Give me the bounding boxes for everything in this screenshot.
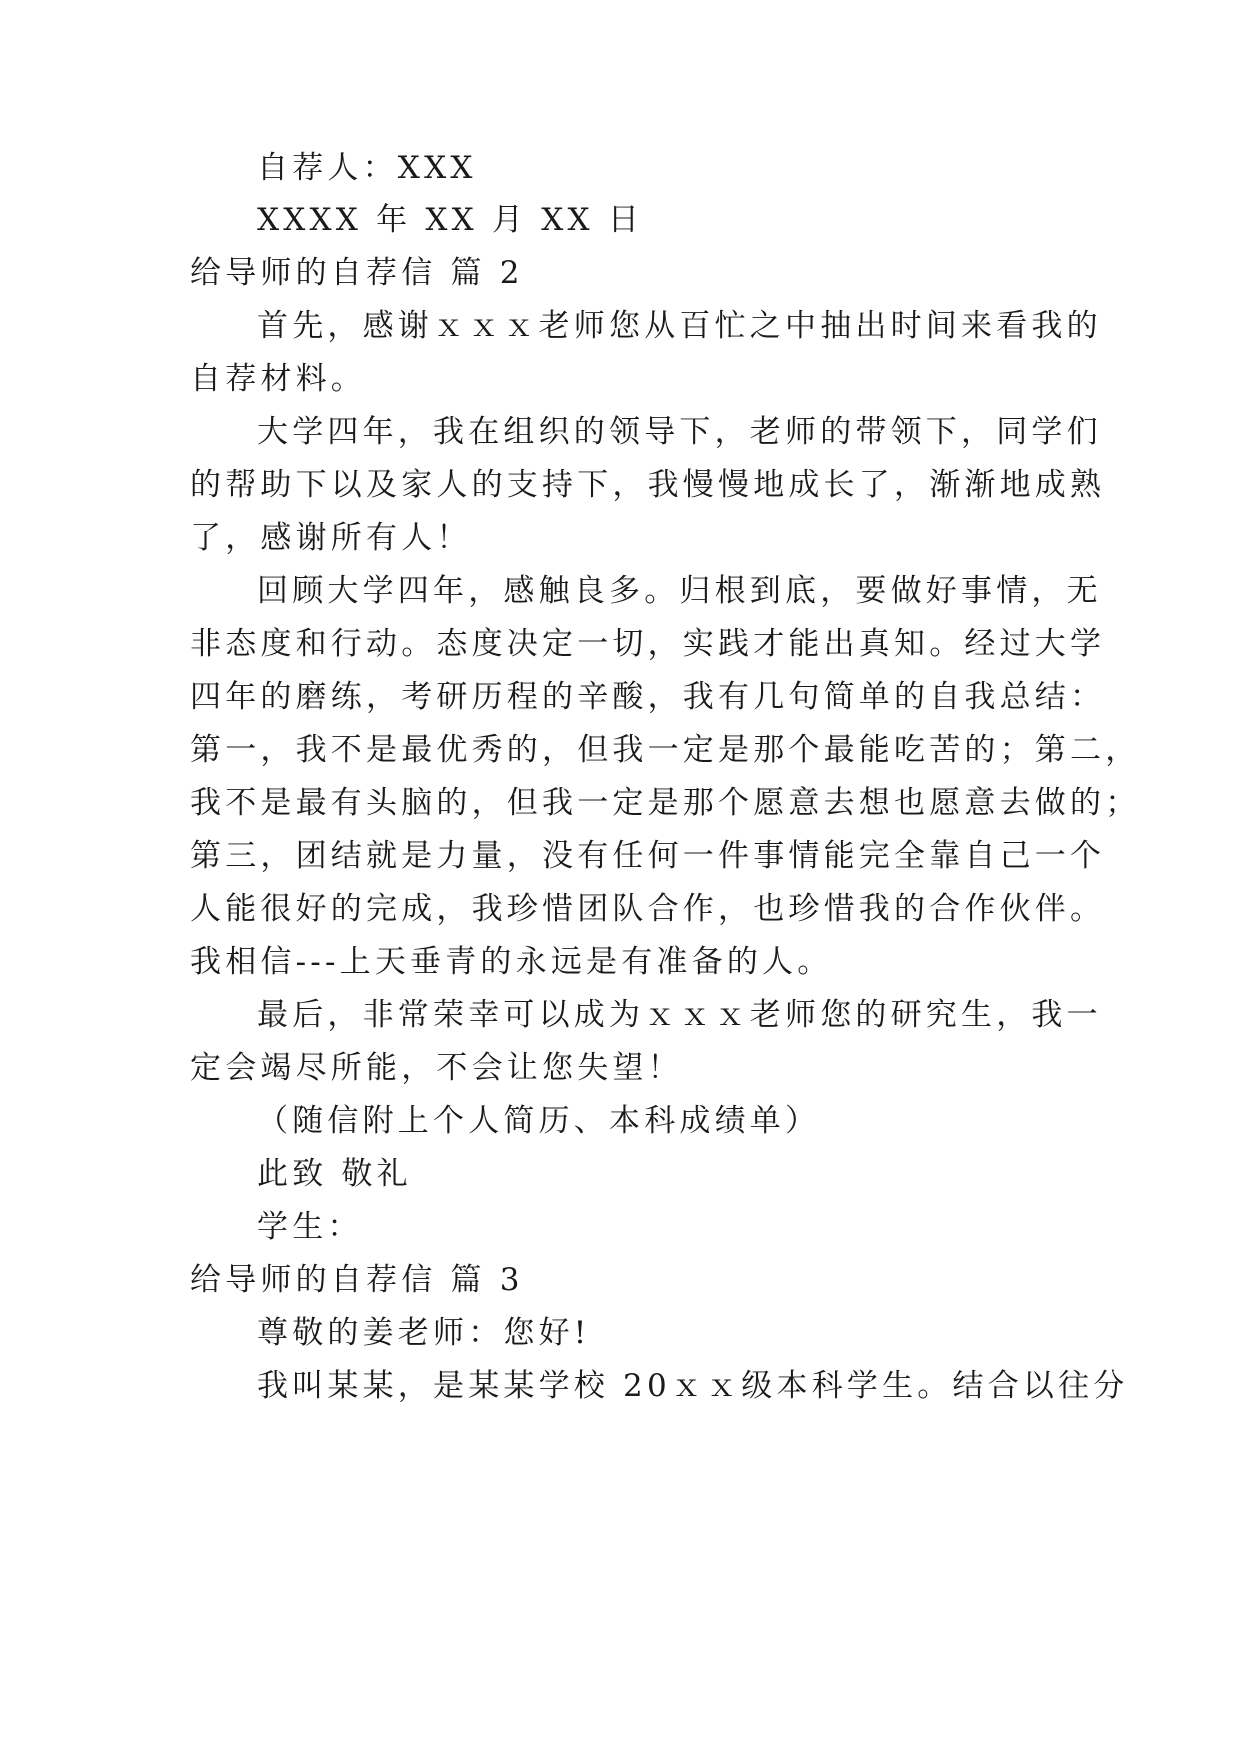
- date-line: XXXX 年 XX 月 XX 日: [257, 202, 644, 238]
- salutation-line: 尊敬的姜老师：您好!: [257, 1315, 591, 1351]
- paragraph-line: 自荐材料。: [190, 361, 366, 397]
- paragraph-line: 我相信---上天垂青的永远是有准备的人。: [190, 944, 833, 980]
- paragraph-line: 回顾大学四年，感触良多。归根到底，要做好事情，无: [257, 573, 1102, 609]
- paragraph-line: 大学四年，我在组织的领导下，老师的带领下，同学们: [257, 414, 1102, 450]
- paragraph-line: 的帮助下以及家人的支持下，我慢慢地成长了，渐渐地成熟: [190, 467, 1106, 503]
- paragraph-line: 最后，非常荣幸可以成为ｘｘｘ老师您的研究生，我一: [257, 997, 1102, 1033]
- paragraph-line: 我叫某某，是某某学校 20ｘｘ级本科学生。结合以往分: [257, 1368, 1129, 1404]
- section-heading: 给导师的自荐信 篇 3: [190, 1262, 524, 1298]
- signature-line: 自荐人：XXX: [257, 150, 477, 186]
- section-heading: 给导师的自荐信 篇 2: [190, 255, 524, 291]
- paragraph-line: 第三，团结就是力量，没有任何一件事情能完全靠自己一个: [190, 838, 1106, 874]
- paragraph-line: 人能很好的完成，我珍惜团队合作，也珍惜我的合作伙伴。: [190, 891, 1106, 927]
- paragraph-line: 非态度和行动。态度决定一切，实践才能出真知。经过大学: [190, 626, 1106, 662]
- attachment-note: （随信附上个人简历、本科成绩单）: [257, 1103, 821, 1139]
- paragraph-line: 我不是最有头脑的，但我一定是那个愿意去想也愿意去做的；: [190, 785, 1141, 821]
- closing-line: 此致 敬礼: [257, 1156, 412, 1192]
- paragraph-line: 定会竭尽所能，不会让您失望！: [190, 1050, 683, 1086]
- paragraph-line: 首先，感谢ｘｘｘ老师您从百忙之中抽出时间来看我的: [257, 308, 1102, 344]
- student-signature: 学生：: [257, 1209, 363, 1245]
- paragraph-line: 第一，我不是最优秀的，但我一定是那个最能吃苦的；第二，: [190, 732, 1141, 768]
- paragraph-line: 四年的磨练，考研历程的辛酸，我有几句简单的自我总结：: [190, 679, 1106, 715]
- paragraph-line: 了，感谢所有人！: [190, 520, 472, 556]
